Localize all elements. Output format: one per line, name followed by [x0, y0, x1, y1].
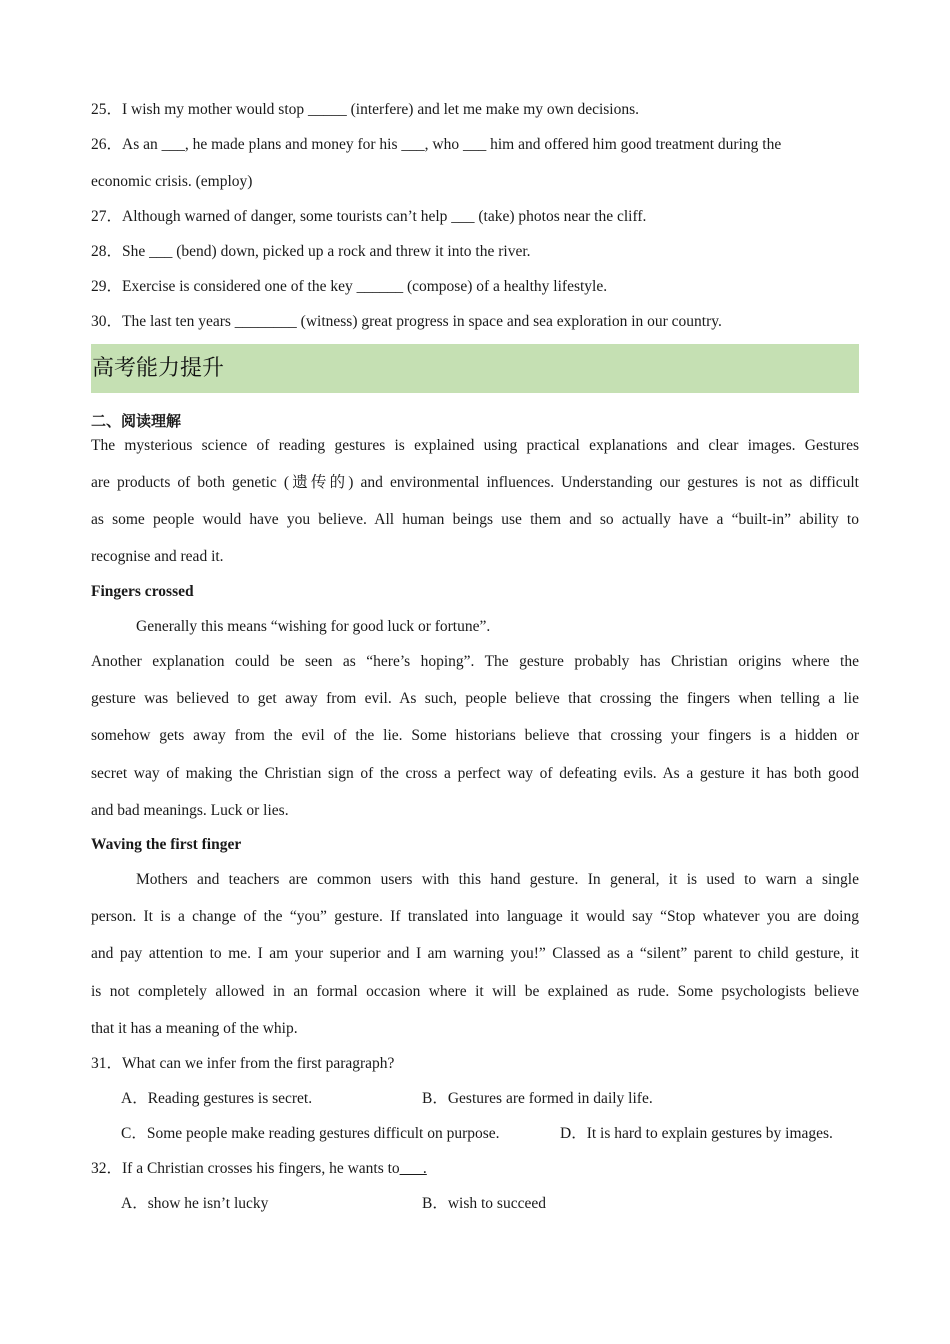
question-text: Although warned of danger, some tourists can’t help ___ (take) photos near the cliff.	[122, 208, 647, 225]
question-28	[91, 242, 531, 262]
passage-indented-line: Mothers and teachers are common users with this hand gesture. In general, it is used to warn a single	[136, 871, 859, 888]
question-stem: What can we infer from the first paragraph?	[122, 1055, 395, 1072]
question-number: 31．	[91, 1055, 123, 1072]
question-text: I wish my mother would stop _____ (interfere) and let me make my own decisions.	[122, 101, 640, 118]
question-27	[91, 207, 646, 227]
subheading-fingers-crossed: Fingers crossed	[91, 583, 194, 600]
question-number: 25．	[91, 101, 123, 118]
question-29	[91, 277, 607, 297]
passage-line: somehow gets away from the evil of the lie. Some historians believe that crossing your fingers is a hidden or	[91, 727, 859, 744]
banner-title: 高考能力提升	[92, 356, 225, 381]
question-text: Exercise is considered one of the key ______ (compose) of a healthy lifestyle.	[122, 278, 608, 295]
option-c[interactable]: C．Some people make reading gestures difficult on purpose.	[121, 1125, 500, 1142]
question-stem: If a Christian crosses his fingers, he wants to	[122, 1160, 400, 1177]
question-30	[91, 312, 722, 332]
question-text: As an ___, he made plans and money for his ___, who ___ him and offered him good treatment during the	[122, 136, 782, 153]
option-a[interactable]: A．show he isn’t lucky	[121, 1195, 269, 1212]
passage-line: is not completely allowed in an formal occasion where it will be explained as rude. Some psychologists believe	[91, 983, 859, 1000]
option-d[interactable]: D．It is hard to explain gestures by images.	[560, 1125, 833, 1142]
question-text: She ___ (bend) down, picked up a rock and threw it into the river.	[122, 243, 531, 260]
section-banner	[91, 344, 859, 393]
section-heading: 二、阅读理解	[91, 412, 182, 430]
option-a[interactable]: A．Reading gestures is secret.	[121, 1090, 313, 1107]
passage-line: Another explanation could be seen as “here’s hoping”. The gesture probably has Christian origins where the	[91, 653, 859, 670]
passage-line: secret way of making the Christian sign of the cross a perfect way of defeating evils. As a gesture it has both good	[91, 765, 859, 782]
passage-line: as some people would have you believe. All human beings use them and so actually have a “built-in” ability to	[91, 511, 859, 528]
question-number: 32．	[91, 1160, 123, 1177]
passage-line: and bad meanings. Luck or lies.	[91, 802, 289, 819]
passage-line: that it has a meaning of the whip.	[91, 1020, 298, 1037]
question-26-continued: economic crisis. (employ)	[91, 173, 253, 190]
question-number: 27．	[91, 208, 123, 225]
question-text: The last ten years ________ (witness) great progress in space and sea exploration in our country.	[122, 313, 722, 330]
question-number: 29．	[91, 278, 123, 295]
passage-line: The mysterious science of reading gestures is explained using practical explanations and clear images. Gestures	[91, 437, 859, 454]
option-b[interactable]: B．Gestures are formed in daily life.	[422, 1090, 653, 1107]
question-25	[91, 100, 639, 120]
passage-line: and pay attention to me. I am your superior and I am warning you!” Classed as a “silent” parent to child gesture, it	[91, 945, 859, 962]
question-26	[91, 135, 781, 155]
passage-line: are products of both genetic (遗传的) and environmental influences. Understanding our gestures is not as difficult	[91, 474, 859, 491]
passage-line: gesture was believed to get away from evil. As such, people believe that crossing the fingers when telling a lie	[91, 690, 859, 707]
question-31	[91, 1054, 394, 1074]
subheading-waving-finger: Waving the first finger	[91, 836, 242, 853]
question-number: 26．	[91, 136, 123, 153]
passage-indented-line: Generally this means “wishing for good luck or fortune”.	[136, 618, 491, 635]
question-number: 30．	[91, 313, 123, 330]
question-number: 28．	[91, 243, 123, 260]
passage-line: recognise and read it.	[91, 548, 224, 565]
option-b[interactable]: B．wish to succeed	[422, 1195, 546, 1212]
answer-blank: ___.	[399, 1160, 427, 1177]
passage-line: person. It is a change of the “you” gesture. If translated into language it would say “Stop whatever you are doing	[91, 908, 859, 925]
question-32	[91, 1159, 427, 1179]
